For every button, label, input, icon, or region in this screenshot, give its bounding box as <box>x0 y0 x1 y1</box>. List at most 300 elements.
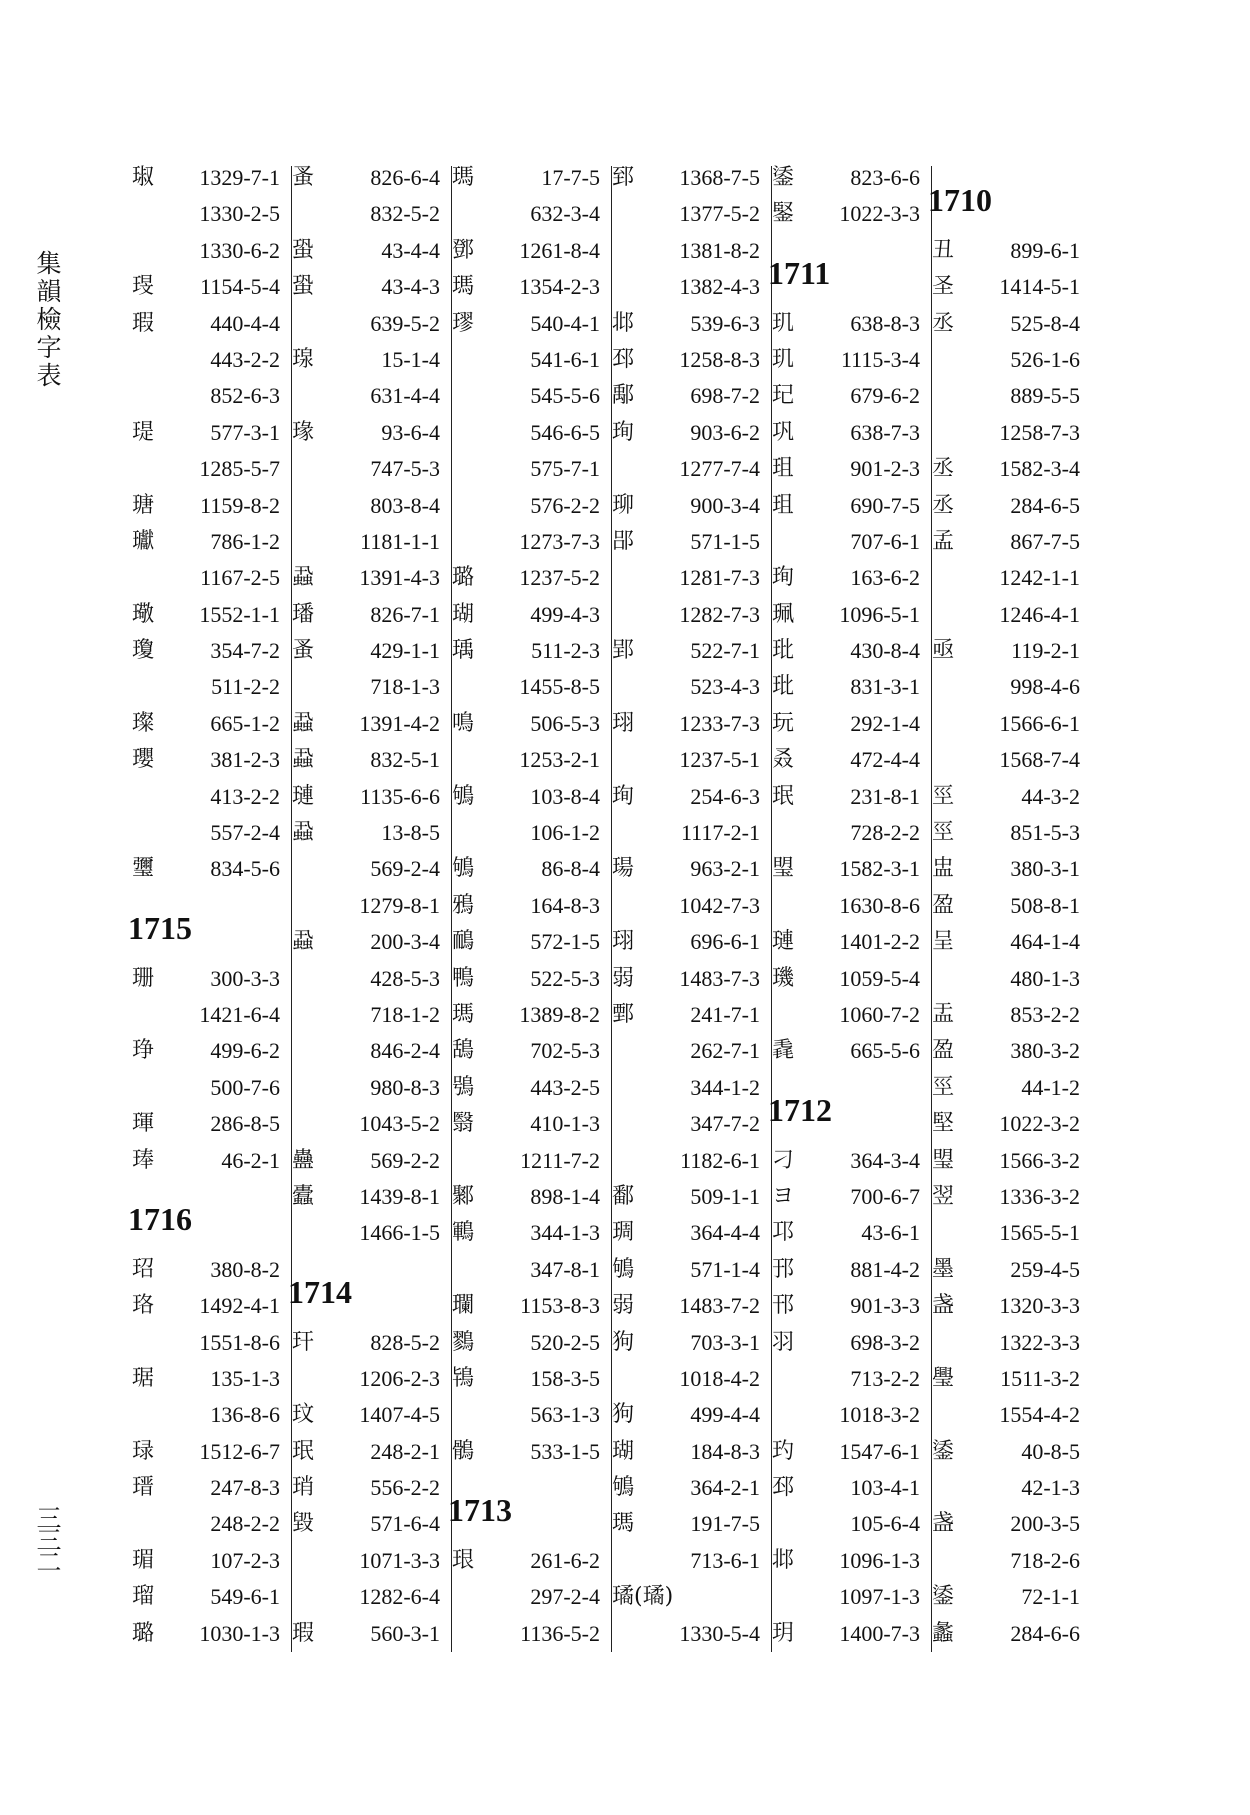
entry-reference: 1483-7-2 <box>679 1293 760 1319</box>
entry-reference: 665-5-6 <box>850 1038 920 1064</box>
index-entry <box>292 669 452 705</box>
index-entry <box>932 1543 1092 1579</box>
entry-reference: 963-2-1 <box>690 856 760 882</box>
index-entry <box>772 160 932 196</box>
entry-reference: 1042-7-3 <box>679 892 760 918</box>
entry-reference: 1030-1-3 <box>199 1620 280 1646</box>
index-entry <box>132 706 292 742</box>
index-entry <box>292 1179 452 1215</box>
index-entry <box>932 1361 1092 1397</box>
index-entry <box>452 196 612 232</box>
entry-character: 丑 <box>932 237 955 263</box>
index-entry <box>612 233 772 269</box>
entry-reference: 571-6-4 <box>370 1511 440 1537</box>
entry-reference: 1414-5-1 <box>999 274 1080 300</box>
entry-character: 鄄 <box>612 1001 635 1027</box>
index-entry <box>932 1070 1092 1106</box>
entry-reference: 1159-8-2 <box>200 492 280 518</box>
index-entry <box>132 1543 292 1579</box>
index-entry <box>292 233 452 269</box>
entry-reference: 826-7-1 <box>370 601 440 627</box>
entry-character: 瑒 <box>612 856 635 882</box>
index-entry <box>452 1106 612 1142</box>
entry-character: 堅 <box>932 1111 955 1137</box>
entry-character: 鄅 <box>612 383 635 409</box>
entry-reference: 499-6-2 <box>210 1038 280 1064</box>
index-entry <box>132 1616 292 1652</box>
entry-reference: 509-1-1 <box>690 1183 760 1209</box>
index-entry <box>132 342 292 378</box>
entry-character: 鶤 <box>452 1220 475 1246</box>
entry-character: 琚 <box>132 1365 155 1391</box>
entry-reference: 107-2-3 <box>210 1547 280 1573</box>
entry-character: 蚤 <box>292 638 315 664</box>
index-entry <box>612 597 772 633</box>
entry-reference: 569-2-4 <box>370 856 440 882</box>
index-entry <box>612 1070 772 1106</box>
entry-reference: 1466-1-5 <box>359 1220 440 1246</box>
entry-character: 珉 <box>772 783 795 809</box>
index-entry <box>612 669 772 705</box>
index-entry <box>772 997 932 1033</box>
entry-character: 狗 <box>612 1329 635 1355</box>
entry-character: 鋈 <box>772 165 795 190</box>
entry-character: 鴇 <box>452 1365 475 1391</box>
entry-character: 郅 <box>612 165 635 190</box>
entry-character: 珇 <box>772 492 795 518</box>
index-entry <box>292 1543 452 1579</box>
entry-reference: 831-3-1 <box>850 674 920 700</box>
index-entry <box>452 1179 612 1215</box>
entry-character: 鴝 <box>452 783 475 809</box>
entry-reference: 852-6-3 <box>210 383 280 409</box>
index-entry <box>612 524 772 560</box>
entry-character: 狗 <box>612 1402 635 1428</box>
entry-reference: 665-1-2 <box>210 710 280 736</box>
entry-reference: 1389-8-2 <box>519 1001 600 1027</box>
entry-reference: 998-4-6 <box>1010 674 1080 700</box>
index-entry <box>132 160 292 196</box>
entry-character: 璉 <box>772 929 795 955</box>
index-entry <box>292 1143 452 1179</box>
section-heading <box>768 233 932 306</box>
entry-character: 玟 <box>292 1402 315 1428</box>
index-entry <box>612 1106 772 1142</box>
index-entry <box>132 597 292 633</box>
entry-reference: 632-3-4 <box>530 201 600 227</box>
index-entry <box>132 415 292 451</box>
index-entry <box>452 633 612 669</box>
index-entry <box>132 560 292 596</box>
index-entry <box>772 1325 932 1361</box>
entry-reference: 1059-5-4 <box>839 965 920 991</box>
section-heading <box>128 1179 292 1252</box>
index-entry <box>772 1179 932 1215</box>
entry-reference: 569-2-2 <box>370 1147 440 1173</box>
index-entry <box>132 1033 292 1069</box>
entry-reference: 284-6-6 <box>1010 1620 1080 1646</box>
index-entry <box>452 851 612 887</box>
entry-character: 瑨 <box>132 1475 155 1501</box>
index-entry <box>452 997 612 1033</box>
entry-reference: 571-1-5 <box>690 528 760 554</box>
index-entry <box>452 378 612 414</box>
index-entry <box>772 742 932 778</box>
entry-reference: 443-2-2 <box>210 346 280 372</box>
entry-character: 鳴 <box>452 710 475 736</box>
entry-character: 珣 <box>612 783 635 809</box>
index-entry <box>132 851 292 887</box>
entry-character: 毳 <box>772 1038 795 1064</box>
index-entry <box>132 1579 292 1615</box>
entry-reference: 718-1-2 <box>370 1001 440 1027</box>
index-entry <box>132 451 292 487</box>
entry-reference: 851-5-3 <box>1010 820 1080 846</box>
entry-reference: 639-5-2 <box>370 310 440 336</box>
index-entry <box>772 1361 932 1397</box>
entry-character: 羽 <box>772 1329 795 1355</box>
index-entry <box>452 1361 612 1397</box>
index-entry <box>132 633 292 669</box>
entry-character: 玘 <box>772 383 795 409</box>
index-entry <box>772 306 932 342</box>
entry-reference: 631-4-4 <box>370 383 440 409</box>
entry-reference: 1511-3-2 <box>1000 1365 1080 1391</box>
entry-character: 琞 <box>932 1147 955 1173</box>
index-entry <box>772 1215 932 1251</box>
entry-reference: 364-2-1 <box>690 1475 760 1501</box>
index-entry <box>932 269 1092 305</box>
entry-reference: 1211-7-2 <box>520 1147 600 1173</box>
entry-reference: 472-4-4 <box>850 747 920 773</box>
entry-reference: 1320-3-3 <box>999 1293 1080 1319</box>
index-entry <box>772 815 932 851</box>
entry-character: 瑕 <box>292 1620 315 1646</box>
entry-character: 珉 <box>292 1438 315 1464</box>
entry-reference: 1233-7-3 <box>679 710 760 736</box>
index-entry <box>292 196 452 232</box>
index-entry <box>932 706 1092 742</box>
entry-reference: 1512-6-7 <box>199 1438 280 1464</box>
index-entry <box>932 1616 1092 1652</box>
index-entry <box>132 1325 292 1361</box>
entry-character: 丞 <box>932 456 955 482</box>
entry-reference: 42-1-3 <box>1021 1475 1080 1501</box>
index-entry <box>772 1506 932 1542</box>
entry-reference: 1167-2-5 <box>200 565 280 591</box>
index-entry <box>452 1325 612 1361</box>
entry-reference: 698-7-2 <box>690 383 760 409</box>
entry-reference: 803-8-4 <box>370 492 440 518</box>
index-entry <box>452 1616 612 1652</box>
entry-reference: 1022-3-3 <box>839 201 920 227</box>
entry-character: 叒 <box>772 747 795 773</box>
index-entry <box>452 560 612 596</box>
entry-reference: 690-7-5 <box>850 492 920 518</box>
entry-reference: 1421-6-4 <box>199 1002 280 1027</box>
index-entry <box>452 160 612 196</box>
entry-reference: 556-2-2 <box>370 1475 440 1501</box>
index-entry <box>292 924 452 960</box>
index-entry <box>932 560 1092 596</box>
entry-reference: 500-7-6 <box>210 1074 280 1100</box>
section-heading <box>128 888 292 961</box>
index-entry <box>452 1252 612 1288</box>
index-entry <box>932 961 1092 997</box>
index-entry <box>612 742 772 778</box>
entry-reference: 575-7-1 <box>530 456 600 482</box>
entry-character: 盂 <box>932 1002 955 1027</box>
entry-reference: 135-1-3 <box>210 1365 280 1391</box>
index-entry <box>772 633 932 669</box>
entry-reference: 1552-1-1 <box>199 601 280 627</box>
entry-reference: 1237-5-2 <box>519 565 600 591</box>
section-number: 1716 <box>128 1200 192 1237</box>
entry-reference: 1582-3-4 <box>999 456 1080 482</box>
entry-character: 蝨 <box>292 710 315 736</box>
side-title: 集韻檢字表 <box>36 249 62 390</box>
entry-reference: 1258-7-3 <box>999 419 1080 445</box>
entry-reference: 1060-7-2 <box>839 1002 920 1027</box>
index-entry <box>612 196 772 232</box>
entry-reference: 247-8-3 <box>210 1475 280 1501</box>
index-entry <box>292 342 452 378</box>
entry-character: 琭 <box>132 1438 155 1464</box>
entry-character: 鴝 <box>612 1475 635 1501</box>
entry-reference: 413-2-2 <box>210 783 280 809</box>
index-entry <box>132 1143 292 1179</box>
entry-reference: 786-1-2 <box>210 528 280 554</box>
section-number: 1711 <box>768 254 831 291</box>
entry-reference: 344-1-2 <box>690 1074 760 1100</box>
entry-reference: 1246-4-1 <box>999 601 1080 627</box>
index-entry <box>132 233 292 269</box>
section-number: 1710 <box>928 182 992 218</box>
entry-reference: 545-5-6 <box>530 383 600 409</box>
index-entry <box>292 633 452 669</box>
entry-character: 鴨 <box>452 965 475 991</box>
entry-character: 瑕 <box>132 310 155 336</box>
index-entry <box>612 1325 772 1361</box>
entry-reference: 506-5-3 <box>530 710 600 736</box>
entry-character: ヨ <box>772 1183 795 1209</box>
entry-character: 邳 <box>772 1475 795 1501</box>
entry-character: 蛩 <box>292 237 315 263</box>
entry-character: 瓔 <box>132 747 155 773</box>
index-entry <box>772 1033 932 1069</box>
entry-reference: 557-2-4 <box>210 820 280 846</box>
entry-character: 璚(璚) <box>612 1584 674 1610</box>
entry-reference: 13-8-5 <box>381 820 440 846</box>
entry-character: 邘 <box>772 1256 795 1282</box>
entry-character: 璣 <box>772 965 795 991</box>
entry-character: 瓕 <box>132 856 155 882</box>
entry-reference: 900-3-4 <box>690 492 760 518</box>
entry-reference: 1277-7-4 <box>679 456 760 482</box>
index-entry <box>292 1215 452 1251</box>
index-entry <box>772 1434 932 1470</box>
entry-character: 蠡 <box>932 1620 955 1646</box>
index-entry <box>772 560 932 596</box>
index-entry <box>612 1506 772 1542</box>
index-entry <box>932 1033 1092 1069</box>
entry-reference: 702-5-3 <box>530 1038 600 1064</box>
index-entry <box>452 1288 612 1324</box>
index-entry <box>292 742 452 778</box>
entry-reference: 43-4-4 <box>381 237 440 263</box>
entry-reference: 106-1-2 <box>530 820 600 846</box>
index-entry <box>292 1397 452 1433</box>
entry-character: 璥 <box>132 601 155 627</box>
entry-reference: 546-6-5 <box>530 419 600 445</box>
entry-character: 珝 <box>612 710 635 736</box>
entry-reference: 163-6-2 <box>850 565 920 591</box>
entry-reference: 1242-1-1 <box>999 565 1080 591</box>
entry-reference: 347-8-1 <box>530 1256 600 1282</box>
index-entry <box>452 597 612 633</box>
index-entry <box>932 488 1092 524</box>
index-entry <box>772 961 932 997</box>
index-entry <box>292 997 452 1033</box>
entry-reference: 523-4-3 <box>690 674 760 700</box>
index-entry <box>772 524 932 560</box>
index-entry <box>932 1325 1092 1361</box>
index-entry <box>132 378 292 414</box>
index-entry <box>612 1361 772 1397</box>
entry-reference: 889-5-5 <box>1010 383 1080 409</box>
entry-character: 瑀 <box>452 638 475 664</box>
entry-character: 巠 <box>932 1074 955 1100</box>
index-entry <box>772 1143 932 1179</box>
entry-character: 珋 <box>612 492 635 518</box>
index-entry <box>932 1288 1092 1324</box>
index-entry <box>772 342 932 378</box>
entry-reference: 105-6-4 <box>850 1511 920 1537</box>
entry-character: 鄹 <box>452 1183 475 1209</box>
entry-reference: 1322-3-3 <box>999 1329 1080 1355</box>
index-entry <box>772 451 932 487</box>
entry-reference: 231-8-1 <box>850 783 920 809</box>
entry-character: 鷚 <box>452 1329 475 1355</box>
entry-character: 翌 <box>932 1183 955 1209</box>
entry-reference: 428-5-3 <box>370 965 440 991</box>
entry-reference: 103-8-4 <box>530 783 600 809</box>
entry-character: 呈 <box>932 929 955 955</box>
index-entry <box>772 1397 932 1433</box>
entry-reference: 499-4-3 <box>530 601 600 627</box>
entry-reference: 713-6-1 <box>690 1547 760 1573</box>
entry-character: 孟 <box>932 528 955 554</box>
index-entry <box>132 669 292 705</box>
index-entry <box>292 815 452 851</box>
entry-character: 鄧 <box>452 237 475 263</box>
index-entry <box>132 306 292 342</box>
index-entry <box>612 560 772 596</box>
index-column-5 <box>768 160 932 1652</box>
entry-reference: 184-8-3 <box>690 1438 760 1464</box>
index-entry <box>772 597 932 633</box>
entry-reference: 1071-3-3 <box>359 1547 440 1573</box>
entry-reference: 525-8-4 <box>1010 310 1080 336</box>
entry-reference: 1279-8-1 <box>359 892 440 918</box>
entry-reference: 1407-4-5 <box>359 1402 440 1428</box>
entry-reference: 826-6-4 <box>370 165 440 190</box>
entry-character: 弱 <box>612 1293 635 1319</box>
entry-reference: 881-4-2 <box>850 1256 920 1282</box>
entry-character: 瓊 <box>132 638 155 664</box>
index-entry <box>452 669 612 705</box>
index-entry <box>612 1215 772 1251</box>
section-heading <box>768 1070 932 1143</box>
index-entry <box>772 1579 932 1615</box>
entry-reference: 1258-8-3 <box>679 346 760 372</box>
entry-reference: 443-2-5 <box>530 1074 600 1100</box>
index-entry <box>452 779 612 815</box>
index-entry <box>612 851 772 887</box>
entry-character: 珊 <box>132 965 155 991</box>
entry-character: 瑭 <box>132 492 155 518</box>
section-heading <box>288 1252 452 1325</box>
entry-reference: 718-2-6 <box>1010 1547 1080 1573</box>
entry-reference: 572-1-5 <box>530 929 600 955</box>
entry-character: 琿 <box>132 1111 155 1137</box>
entry-reference: 539-6-3 <box>690 310 760 336</box>
index-entry <box>132 1506 292 1542</box>
entry-reference: 499-4-4 <box>690 1402 760 1428</box>
index-entry <box>772 415 932 451</box>
index-entry <box>132 779 292 815</box>
entry-reference: 560-3-1 <box>370 1620 440 1646</box>
entry-reference: 1377-5-2 <box>679 201 760 227</box>
entry-character: 玭 <box>772 638 795 664</box>
entry-reference: 380-3-1 <box>1010 856 1080 882</box>
index-entry <box>292 451 452 487</box>
entry-character: 盏 <box>932 1293 955 1319</box>
index-entry <box>932 888 1092 924</box>
index-entry <box>132 1252 292 1288</box>
index-entry <box>452 742 612 778</box>
entry-reference: 1018-4-2 <box>679 1365 760 1391</box>
entry-reference: 899-6-1 <box>1010 237 1080 263</box>
index-entry <box>132 1470 292 1506</box>
index-entry <box>132 1288 292 1324</box>
entry-character: 珮 <box>772 601 795 627</box>
entry-reference: 44-3-2 <box>1021 783 1080 809</box>
index-entry <box>612 997 772 1033</box>
entry-reference: 297-2-4 <box>530 1584 600 1610</box>
index-entry <box>612 1179 772 1215</box>
entry-character: 珢 <box>452 1547 475 1573</box>
entry-character: 邶 <box>612 310 635 336</box>
entry-reference: 93-6-4 <box>381 419 440 445</box>
index-entry <box>292 415 452 451</box>
entry-character: 瓛 <box>132 528 155 554</box>
page-number: 三三二 <box>36 1504 62 1577</box>
entry-reference: 846-2-4 <box>370 1038 440 1064</box>
index-entry <box>292 269 452 305</box>
entry-reference: 1566-3-2 <box>999 1147 1080 1173</box>
index-column-2 <box>288 160 452 1652</box>
entry-reference: 262-7-1 <box>690 1038 760 1064</box>
entry-reference: 700-6-7 <box>850 1183 920 1209</box>
entry-reference: 1565-5-1 <box>999 1220 1080 1246</box>
entry-character: 蝨 <box>292 747 315 773</box>
entry-reference: 1282-6-4 <box>359 1584 440 1610</box>
entry-character: 瑪 <box>452 1001 475 1027</box>
index-entry <box>772 1616 932 1652</box>
index-entry <box>612 1288 772 1324</box>
entry-character: 鴝 <box>452 856 475 882</box>
